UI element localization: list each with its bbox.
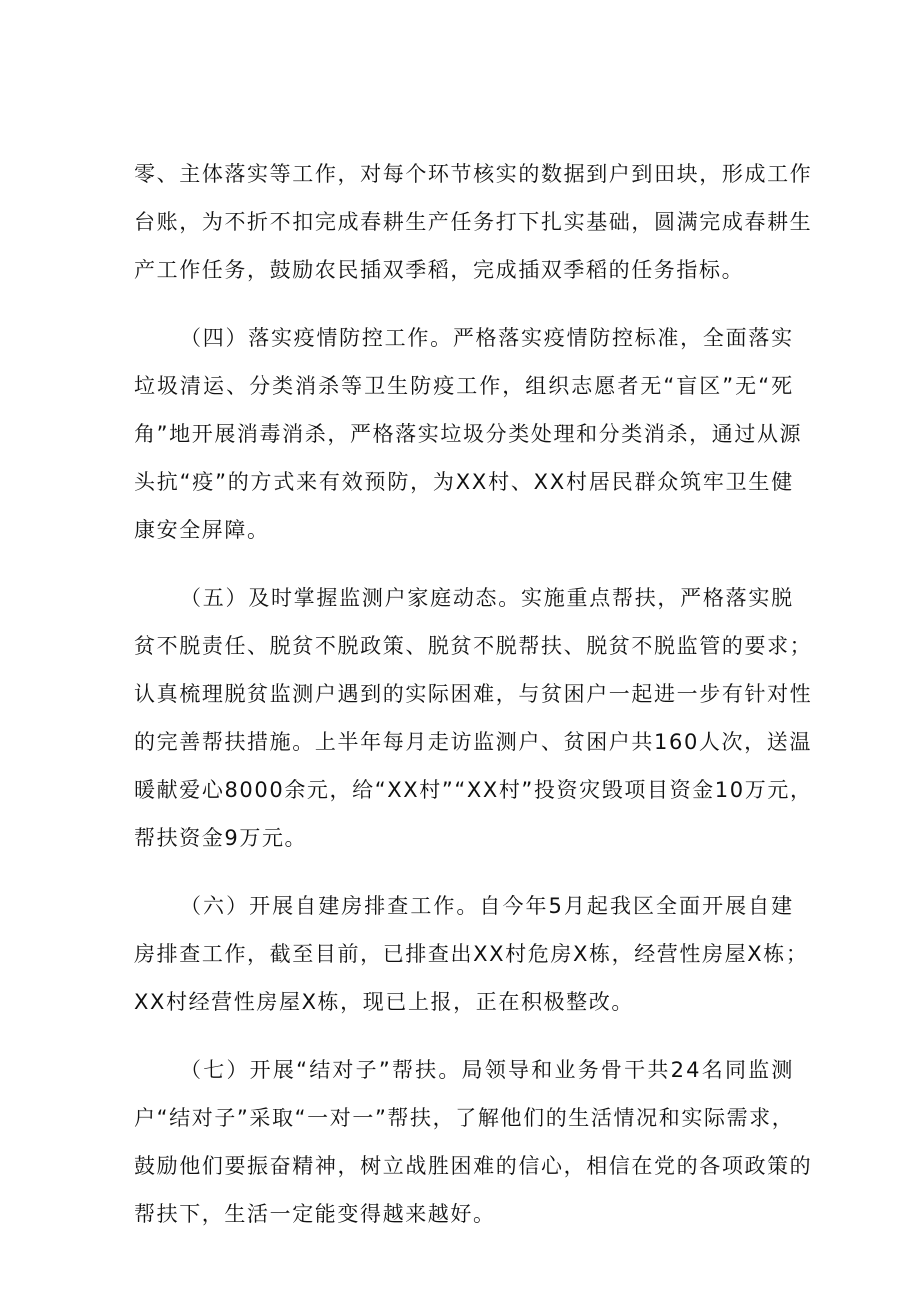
- text-line: 角 ” 地 开 展 消 毒 消 杀 ， 严 格 落 实 垃 圾 分 类 处 理 和 分 类 消 杀 ， 通 过 从 源: [134, 422, 803, 446]
- text-line: XX村经营性房屋X栋，现已上报，正在积极整改。: [134, 990, 634, 1014]
- paragraph-epidemic-control: [134, 314, 803, 554]
- text-line: 暖 献 爱 心 8 0 0 0 余 元 ， 给 “ X X 村 ” “ X X 村 ” 投 资 灾 毁 项 目 资 金 1 0 万 元 ，: [134, 778, 813, 802]
- text-line: 垃 圾 清 运 、 分 类 消 杀 等 卫 生 防 疫 工 作 ， 组 织 志 愿 者 无 “ 盲 区 ” 无 “ 死: [134, 374, 794, 398]
- document-body: [134, 150, 813, 1258]
- text-line: 台 账 ， 为 不 折 不 扣 完 成 春 耕 生 产 任 务 打 下 扎 实 基 础 ， 圆 满 完 成 春 耕 生: [134, 210, 813, 234]
- text-line: （ 七 ） 开 展 “ 结 对 子 ” 帮 扶 。 局 领 导 和 业 务 骨 干 共 2 4 名 同 监 测: [180, 1058, 794, 1082]
- text-line: 产工作任务，鼓励农民插双季稻，完成插双季稻的任务指标。: [134, 258, 745, 282]
- text-line: （ 六 ） 开 展 自 建 房 排 查 工 作 。 自 今 年 5 月 起 我 区 全 面 开 展 自 建: [180, 894, 794, 918]
- paragraph-household-monitoring: [134, 574, 813, 862]
- text-line: 帮扶资金9万元。: [134, 826, 308, 850]
- text-line: 贫 不 脱 责 任 、 脱 贫 不 脱 政 策 、 脱 贫 不 脱 帮 扶 、 脱 贫 不 脱 监 管 的 要 求 ；: [134, 634, 813, 658]
- text-line: 头 抗 “ 疫 ” 的 方 式 来 有 效 预 防 ， 为 X X 村 、 X X 村 居 民 群 众 筑 牢 卫 生 健: [134, 470, 794, 494]
- text-line: 的 完 善 帮 扶 措 施 。 上 半 年 每 月 走 访 监 测 户 、 贫 困 户 共 1 6 0 人 次 ， 送 温: [134, 730, 812, 754]
- text-line: 帮扶下，生活一定能变得越来越好。: [134, 1202, 496, 1226]
- text-line: 零 、 主 体 落 实 等 工 作 ， 对 每 个 环 节 核 实 的 数 据 到 户 到 田 块 ， 形 成 工 作: [134, 162, 813, 186]
- text-line: 房 排 查 工 作 ， 截 至 目 前 ， 已 排 查 出 X X 村 危 房 X 栋 ， 经 营 性 房 屋 X 栋 ；: [134, 942, 809, 966]
- text-line: （ 四 ） 落 实 疫 情 防 控 工 作 。 严 格 落 实 疫 情 防 控 标 准 ， 全 面 落 实: [180, 326, 794, 350]
- paragraph-spring-farming: [134, 150, 813, 294]
- text-line: 康安全屏障。: [134, 518, 270, 542]
- text-line: 户 “ 结 对 子 ” 采 取 “ 一 对 一 ” 帮 扶 ， 了 解 他 们 的 生 活 情 况 和 实 际 需 求 ，: [134, 1106, 795, 1130]
- paragraph-housing-inspection: [134, 882, 809, 1026]
- paragraph-pairing-assistance: [134, 1046, 813, 1238]
- text-line: （ 五 ） 及 时 掌 握 监 测 户 家 庭 动 态 。 实 施 重 点 帮 扶 ， 严 格 落 实 脱: [180, 586, 794, 610]
- text-line: 认 真 梳 理 脱 贫 监 测 户 遇 到 的 实 际 困 难 ， 与 贫 困 户 一 起 进 一 步 有 针 对 性: [134, 682, 813, 706]
- text-line: 鼓 励 他 们 要 振 奋 精 神 ， 树 立 战 胜 困 难 的 信 心 ， 相 信 在 党 的 各 项 政 策 的: [134, 1154, 813, 1178]
